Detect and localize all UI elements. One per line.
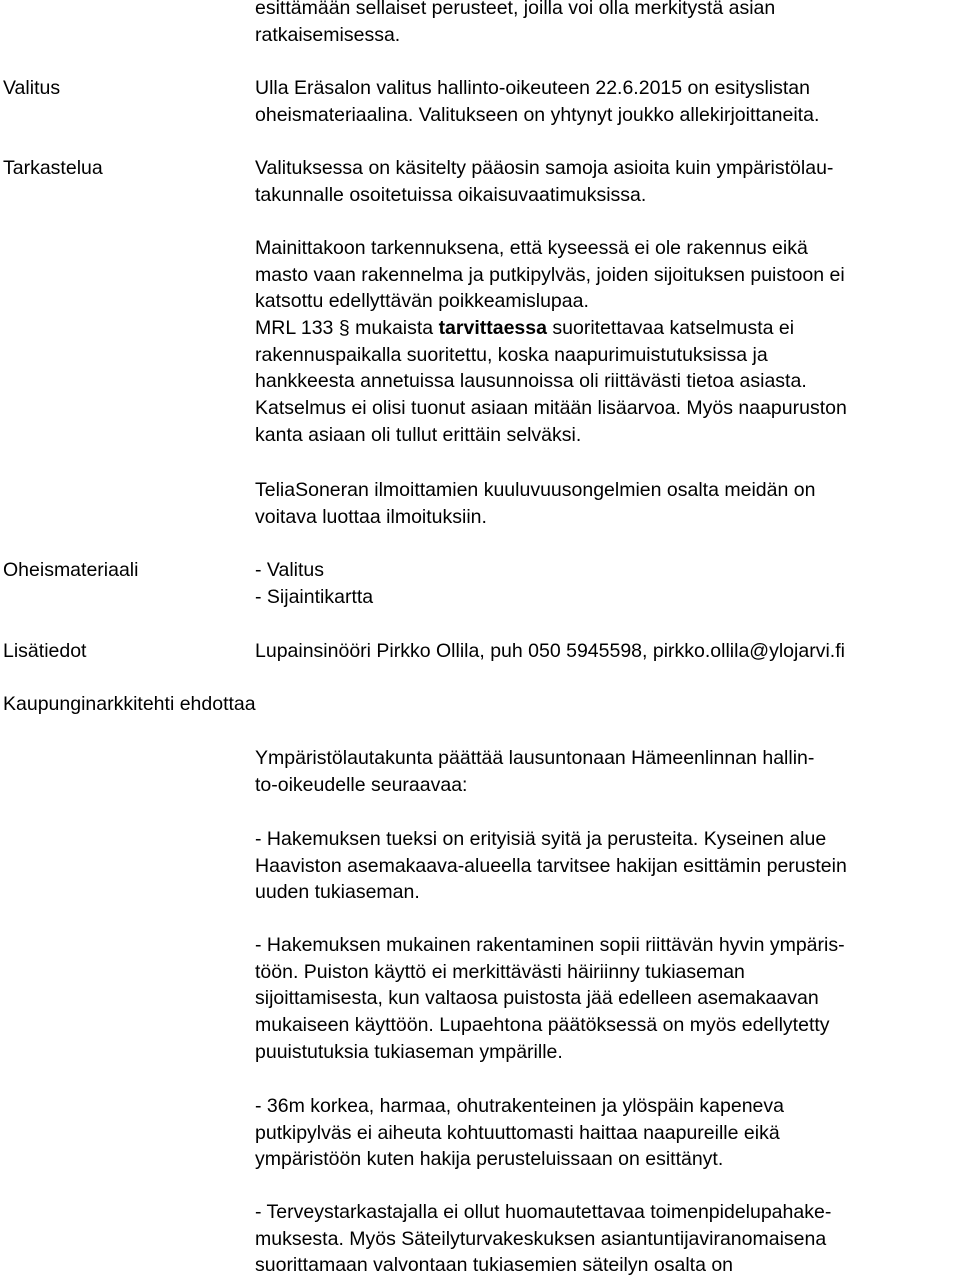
text-line: Katselmus ei olisi tuonut asiaan mitään lisäarvoa. Myös naapuruston	[255, 397, 847, 420]
proposal-paragraph-1	[255, 745, 960, 798]
tarkastelua-paragraph-2	[255, 235, 960, 315]
text-line: ratkaisemisessa.	[255, 23, 401, 46]
list-item: - Valitus	[255, 559, 324, 581]
tarkastelua-label: Tarkastelua	[3, 157, 103, 179]
oheismateriaali-label: Oheismateriaali	[3, 559, 139, 581]
text-line: kanta asiaan oli tullut erittäin selväksi.	[255, 423, 582, 446]
text-line: esittämään sellaiset perusteet, joilla voi olla merkitystä asian	[255, 0, 776, 19]
lisatiedot-label: Lisätiedot	[3, 640, 87, 662]
text-line: mukaiseen käyttöön. Lupaehtona päätöksessä on myös edellytetty	[255, 1014, 830, 1037]
text-line: katsottu edellyttävän poikkeamislupaa.	[255, 290, 589, 313]
text-line: takunnalle osoitetuissa oikaisuvaatimuksissa.	[255, 183, 647, 206]
text-line: ympäristöön kuten hakija perusteluissaan on esittänyt.	[255, 1148, 724, 1171]
text-line: TeliaSoneran ilmoittamien kuuluvuusongelmien osalta meidän on	[255, 479, 816, 501]
text-line: Ulla Eräsalon valitus hallinto-oikeuteen 22.6.2015 on esityslistan	[255, 77, 810, 99]
section-sign: §	[338, 317, 350, 339]
text-segment: suoritettavaa katselmusta ei	[546, 317, 795, 339]
text-line: - Hakemuksen tueksi on erityisiä syitä ja perusteita. Kyseinen alue	[255, 828, 827, 850]
valitus-paragraph	[255, 75, 960, 128]
tarkastelua-paragraph-4	[255, 477, 960, 530]
text-line: sijoittamisesta, kun valtaosa puistosta jää edelleen asemakaavan	[255, 987, 819, 1010]
text-segment: MRL 133	[255, 317, 339, 339]
text-line: Mainittakoon tarkennuksena, että kyseessä ei ole rakennus eikä	[255, 237, 808, 259]
oheismateriaali-list	[255, 557, 960, 610]
text-line: suorittamaan valvontaan tukiasemien säteilyn osalta on	[255, 1254, 734, 1277]
text-segment: mukaista	[349, 317, 439, 339]
lisatiedot-paragraph	[255, 638, 960, 665]
bold-term: tarvittaessa	[438, 317, 547, 339]
text-line: putkipylväs ei aiheuta kohtuuttomasti haittaa naapureille eikä	[255, 1121, 780, 1144]
text-line: puuistutuksia tukiaseman ympärille.	[255, 1040, 563, 1063]
proposal-paragraph-2	[255, 826, 960, 906]
text-line: töön. Puiston käyttö ei merkittävästi häiriinny tukiaseman	[255, 960, 745, 983]
intro-paragraph	[255, 0, 960, 48]
text-line: uuden tukiaseman.	[255, 881, 420, 904]
text-line: - Terveystarkastajalla ei ollut huomautettavaa toimenpidelupahake-	[255, 1201, 832, 1223]
text-line: - Hakemuksen mukainen rakentaminen sopii riittävän hyvin ympäris-	[255, 934, 845, 956]
valitus-label: Valitus	[3, 77, 61, 99]
proposal-heading: Kaupunginarkkitehti ehdottaa	[3, 693, 256, 715]
text-line: Valituksessa on käsitelty pääosin samoja asioita kuin ympäristölau-	[255, 157, 834, 179]
text-line: - 36m korkea, harmaa, ohutrakenteinen ja ylöspäin kapeneva	[255, 1095, 784, 1117]
proposal-paragraph-4	[255, 1093, 960, 1173]
text-line: oheismateriaalina. Valitukseen on yhtynyt joukko allekirjoittaneita.	[255, 103, 820, 126]
list-item: - Sijaintikartta	[255, 585, 374, 608]
text-line: masto vaan rakennelma ja putkipylväs, joiden sijoituksen puistoon ei	[255, 263, 845, 286]
text-line: rakennuspaikalla suoritettu, koska naapurimuistutuksissa ja	[255, 343, 768, 366]
text-line: hankkeesta annetuissa lausunnoissa oli riittävästi tietoa asiasta.	[255, 370, 807, 393]
tarkastelua-paragraph-1	[255, 155, 960, 208]
proposal-paragraph-3	[255, 932, 960, 1066]
text-line	[255, 315, 960, 342]
contact-text: Lupainsinööri Pirkko Ollila, puh 050 5945598, pirkko.ollila@ylojarvi.fi	[255, 640, 845, 662]
text-line: voitava luottaa ilmoituksiin.	[255, 505, 487, 528]
tarkastelua-paragraph-3	[255, 315, 960, 449]
text-line: Ympäristölautakunta päättää lausuntonaan Hämeenlinnan hallin-	[255, 747, 815, 769]
proposal-paragraph-5	[255, 1199, 960, 1279]
text-line: Haaviston asemakaava-alueella tarvitsee hakijan esittämin perustein	[255, 854, 847, 877]
text-line: muksesta. Myös Säteilyturvakeskuksen asiantuntijaviranomaisena	[255, 1227, 827, 1250]
text-line: to-oikeudelle seuraavaa:	[255, 773, 468, 796]
